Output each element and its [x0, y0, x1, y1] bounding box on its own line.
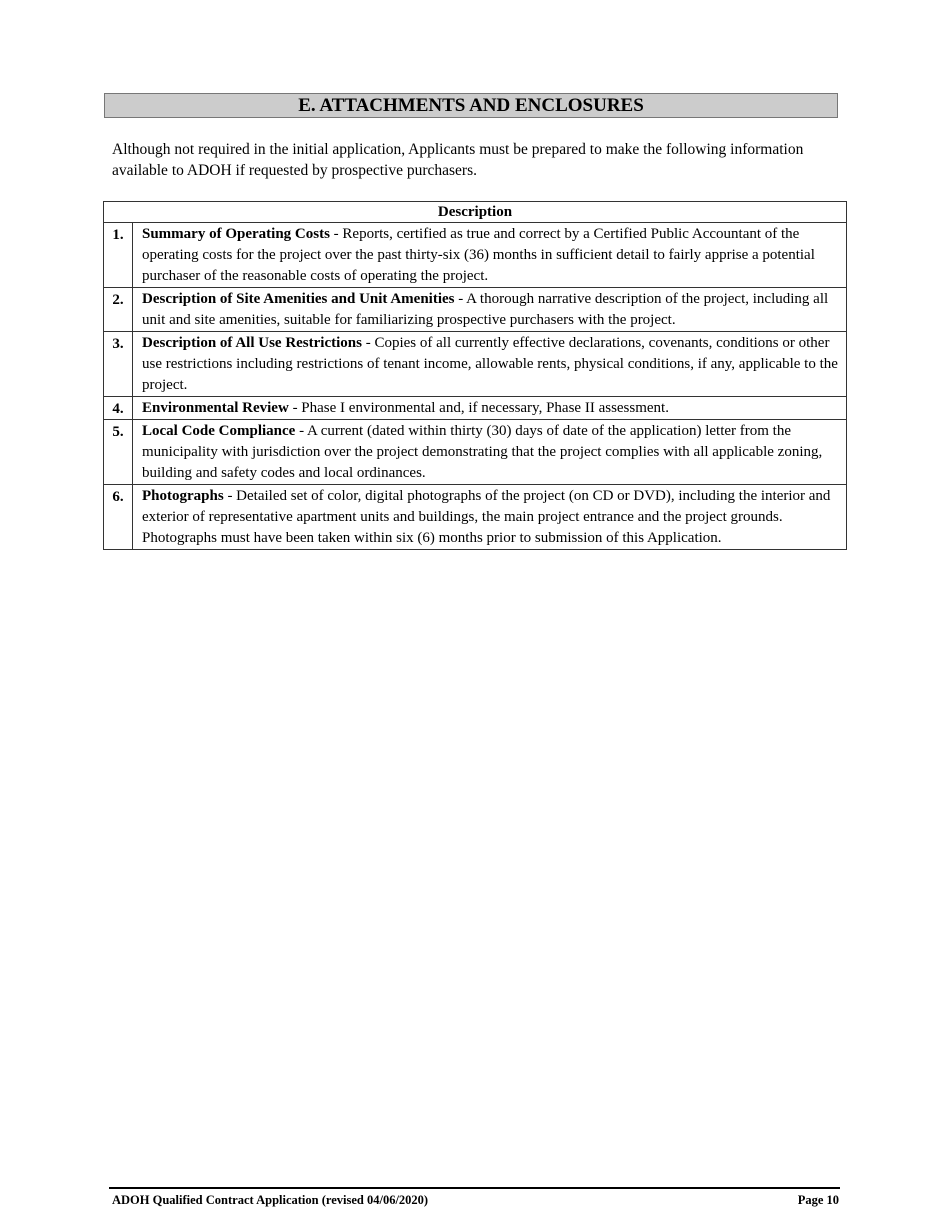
row-text: - Reports, certified as true and correct by a Certified Public Accountant of the operating costs for the project over the past thirty-six (36) months in sufficient detail to fairly apprise a potential purchaser of the reasonable costs of operating the project. [142, 226, 815, 284]
intro-paragraph: Although not required in the initial application, Applicants must be prepared to make the following information available to ADOH if requested by prospective purchasers. [112, 141, 804, 179]
row-text: - Phase I environmental and, if necessary, Phase II assessment. [288, 400, 669, 416]
footer-page-number: Page 10 [797, 1193, 839, 1207]
row-description [133, 223, 847, 288]
section-title: E. ATTACHMENTS AND ENCLOSURES [104, 93, 838, 118]
row-text: - Copies of all currently effective declarations, covenants, conditions or other use restrictions including restrictions of tenant income, allowable rents, physical conditions, if any, applicable to the project. [142, 335, 838, 393]
table-row [104, 332, 847, 397]
column-header-description: Description [104, 202, 847, 223]
row-title: Description of All Use Restrictions [142, 335, 362, 351]
table-header-row [104, 202, 847, 223]
row-number: 3. [104, 332, 133, 397]
table-row [104, 420, 847, 485]
attachments-table [103, 201, 847, 550]
footer-document-title: ADOH Qualified Contract Application (revised 04/06/2020) [112, 1193, 429, 1207]
row-title: Summary of Operating Costs [142, 226, 330, 242]
row-description [133, 420, 847, 485]
row-description [133, 397, 847, 420]
row-number: 1. [104, 223, 133, 288]
table-row [104, 223, 847, 288]
row-text: - Detailed set of color, digital photographs of the project (on CD or DVD), including the interior and exterior of representative apartment units and buildings, the main project entrance and the project grounds. Photographs must have been taken within six (6) months prior to submission of this Application. [142, 488, 831, 546]
row-title: Photographs [142, 488, 224, 504]
row-number: 2. [104, 288, 133, 332]
row-number: 5. [104, 420, 133, 485]
row-text: - A thorough narrative description of the project, including all unit and site amenities, suitable for familiarizing prospective purchasers with the project. [142, 291, 829, 328]
row-number: 4. [104, 397, 133, 420]
row-description [133, 288, 847, 332]
table-row [104, 397, 847, 420]
row-title: Local Code Compliance [142, 423, 296, 439]
table-row [104, 288, 847, 332]
row-description [133, 485, 847, 550]
row-title: Environmental Review [142, 400, 289, 416]
row-text: - A current (dated within thirty (30) days of date of the application) letter from the municipality with jurisdiction over the project demonstrating that the project complies with all applicable zoning, building and safety codes and local ordinances. [142, 423, 823, 481]
row-number: 6. [104, 485, 133, 550]
row-description [133, 332, 847, 397]
row-title: Description of Site Amenities and Unit Amenities [142, 291, 455, 307]
footer-divider [109, 1187, 840, 1189]
table-row [104, 485, 847, 550]
